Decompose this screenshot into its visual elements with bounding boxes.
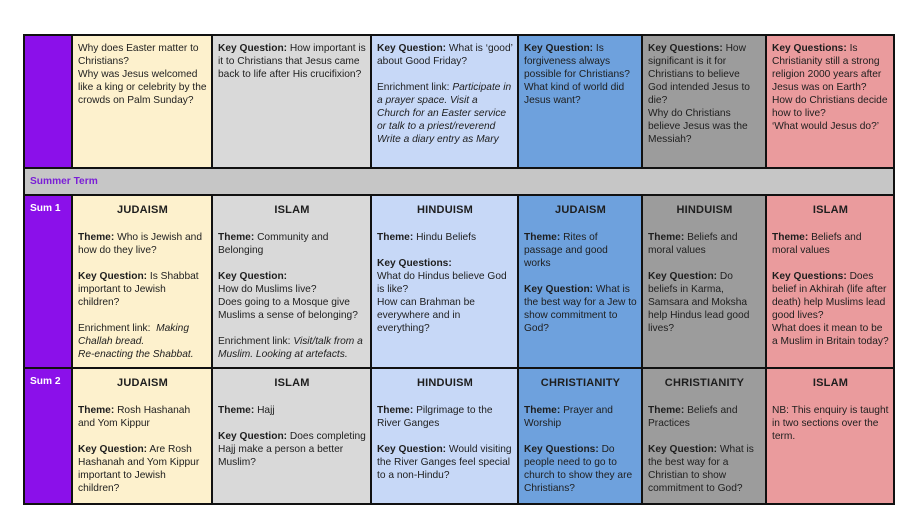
enrichment-label: Enrichment link: <box>78 323 151 334</box>
cell-sum2-5 <box>642 368 766 504</box>
cell-top-3 <box>371 35 518 168</box>
enrichment-text: Participate in a prayer space. Visit a Church for an Easter service or talk to a priest/reverend Write a diary entry as Mary <box>377 82 512 145</box>
religion-heading: JUDAISM <box>117 204 168 216</box>
religion-heading: JUDAISM <box>117 377 168 389</box>
cell-sum1-6 <box>766 195 894 368</box>
key-question: What do Hindus believe God is like? <box>377 271 507 295</box>
key-question-label: Key Question: <box>648 444 718 455</box>
table-row <box>24 168 894 195</box>
cell-top-1 <box>72 35 212 168</box>
theme-label: Theme: <box>648 405 685 416</box>
cell-sum2-2 <box>212 368 371 504</box>
cell-text: Why was Jesus welcomed like a king or celebrity by the crowds on Palm Sunday? <box>78 69 207 106</box>
theme-label: Theme: <box>648 232 685 243</box>
table-row <box>24 368 894 504</box>
cell-sum1-5 <box>642 195 766 368</box>
religion-heading: ISLAM <box>274 204 310 216</box>
key-question: How do Muslims live? <box>218 284 317 295</box>
theme-text: Hajj <box>257 405 275 416</box>
key-question: Is Shabbat important to Jewish children? <box>78 271 199 308</box>
cell-top-6 <box>766 35 894 168</box>
key-questions-label: Key Questions: <box>377 258 452 269</box>
key-question-label: Key Question: <box>377 43 447 54</box>
enrichment-label: Enrichment link: <box>218 336 291 347</box>
key-question-label: Key Question: <box>524 284 594 295</box>
key-question-label: Key Question: <box>524 43 594 54</box>
key-question: Are Rosh Hashanah and Yom Kippur important to Jewish children? <box>78 444 200 494</box>
theme-text: Beliefs and moral values <box>648 232 738 256</box>
key-question: Would visiting the River Ganges feel special to a non-Hindu? <box>377 444 512 481</box>
table-row <box>24 35 894 168</box>
summer-term-band: Summer Term <box>24 168 894 195</box>
cell-top-2 <box>212 35 371 168</box>
theme-text: Who is Jewish and how do they live? <box>78 232 203 256</box>
religion-heading: ISLAM <box>812 204 849 216</box>
row-label-spring <box>24 35 72 168</box>
key-question: How do Christians decide how to live? <box>772 95 888 119</box>
religion-heading: JUDAISM <box>555 204 606 216</box>
key-question: Does belief in Akhirah (life after death) help Muslims lead good lives? <box>772 271 887 321</box>
theme-label: Theme: <box>524 405 561 416</box>
cell-top-5 <box>642 35 766 168</box>
cell-sum1-4 <box>518 195 642 368</box>
theme-text: Hindu Beliefs <box>416 232 477 243</box>
theme-label: Theme: <box>218 232 255 243</box>
row-label-sum2: Sum 2 <box>24 368 72 504</box>
religion-heading: HINDUISM <box>417 377 473 389</box>
enrichment-text: Making Challah bread. <box>78 323 189 347</box>
key-question: Do people need to go to church to show they are Christians? <box>524 444 633 494</box>
theme-label: Theme: <box>218 405 255 416</box>
key-question-label: Key Question: <box>218 271 288 282</box>
religion-heading: HINDUISM <box>417 204 473 216</box>
key-question: How important is it to Christians that Jesus came back to life after His crucifixion? <box>218 43 366 80</box>
enrichment-text: Re-enacting the Shabbat. <box>78 349 194 360</box>
religion-heading: CHRISTIANITY <box>664 377 745 389</box>
key-question-label: Key Question: <box>218 431 288 442</box>
key-question-label: Key Question: <box>78 444 148 455</box>
theme-label: Theme: <box>78 405 115 416</box>
theme-text: Prayer and Worship <box>524 405 613 429</box>
key-question-label: Key Question: <box>218 43 288 54</box>
key-question: How significant is it for Christians to believe God intended Jesus to die? <box>648 43 750 106</box>
religion-heading: ISLAM <box>812 377 849 389</box>
key-question: Is Christianity still a strong religion 2000 years after Jesus was on Earth? <box>772 43 882 93</box>
theme-label: Theme: <box>772 232 809 243</box>
theme-label: Theme: <box>524 232 561 243</box>
theme-label: Theme: <box>377 232 414 243</box>
key-question-label: Key Question: <box>78 271 148 282</box>
theme-text: Rites of passage and good works <box>524 232 608 269</box>
enrichment-text: Visit/talk from a Muslim. Looking at artefacts. <box>218 336 363 360</box>
cell-sum2-3 <box>371 368 518 504</box>
key-question: What is the best way for a Jew to show commitment to God? <box>524 284 637 334</box>
note-text: NB: This enquiry is taught in two sections over the term. <box>772 405 889 442</box>
key-question: How can Brahman be everywhere and in everything? <box>377 297 475 334</box>
cell-sum1-2 <box>212 195 371 368</box>
key-question: What is the best way for a Christian to show commitment to God? <box>648 444 754 494</box>
key-question-label: Key Question: <box>377 444 447 455</box>
key-question: What is ‘good’ about Good Friday? <box>377 43 513 67</box>
key-question: Is forgiveness always possible for Christians? What kind of world did Jesus want? <box>524 43 630 106</box>
key-questions-label: Key Questions: <box>648 43 723 54</box>
key-question: ‘What would Jesus do?’ <box>772 121 880 132</box>
row-label-sum1: Sum 1 <box>24 195 72 368</box>
cell-sum2-1 <box>72 368 212 504</box>
key-question: What does it mean to be a Muslim in Britain today? <box>772 323 889 347</box>
theme-text: Beliefs and moral values <box>772 232 862 256</box>
cell-text: Why does Easter matter to Christians? <box>78 43 199 67</box>
religion-heading: ISLAM <box>274 377 310 389</box>
key-question: Do beliefs in Karma, Samsara and Moksha help Hindus lead good lives? <box>648 271 750 334</box>
key-question-label: Key Question: <box>648 271 718 282</box>
key-question: Does going to a Mosque give Muslims a sense of belonging? <box>218 297 358 321</box>
cell-top-4 <box>518 35 642 168</box>
theme-text: Community and Belonging <box>218 232 329 256</box>
re-curriculum-table <box>23 34 895 505</box>
key-questions-label: Key Questions: <box>772 271 847 282</box>
table-row <box>24 195 894 368</box>
theme-label: Theme: <box>78 232 115 243</box>
key-questions-label: Key Questions: <box>524 444 599 455</box>
cell-sum1-3 <box>371 195 518 368</box>
cell-sum2-4 <box>518 368 642 504</box>
theme-text: Rosh Hashanah and Yom Kippur <box>78 405 191 429</box>
key-question: Does completing Hajj make a person a better Muslim? <box>218 431 366 468</box>
religion-heading: HINDUISM <box>676 204 733 216</box>
religion-heading: CHRISTIANITY <box>540 377 621 389</box>
key-question: Why do Christians believe Jesus was the Messiah? <box>648 108 748 145</box>
enrichment-label: Enrichment link: <box>377 82 450 93</box>
key-questions-label: Key Questions: <box>772 43 847 54</box>
cell-sum1-1 <box>72 195 212 368</box>
theme-text: Beliefs and Practices <box>648 405 738 429</box>
cell-sum2-6 <box>766 368 894 504</box>
theme-text: Pilgrimage to the River Ganges <box>377 405 493 429</box>
theme-label: Theme: <box>377 405 414 416</box>
